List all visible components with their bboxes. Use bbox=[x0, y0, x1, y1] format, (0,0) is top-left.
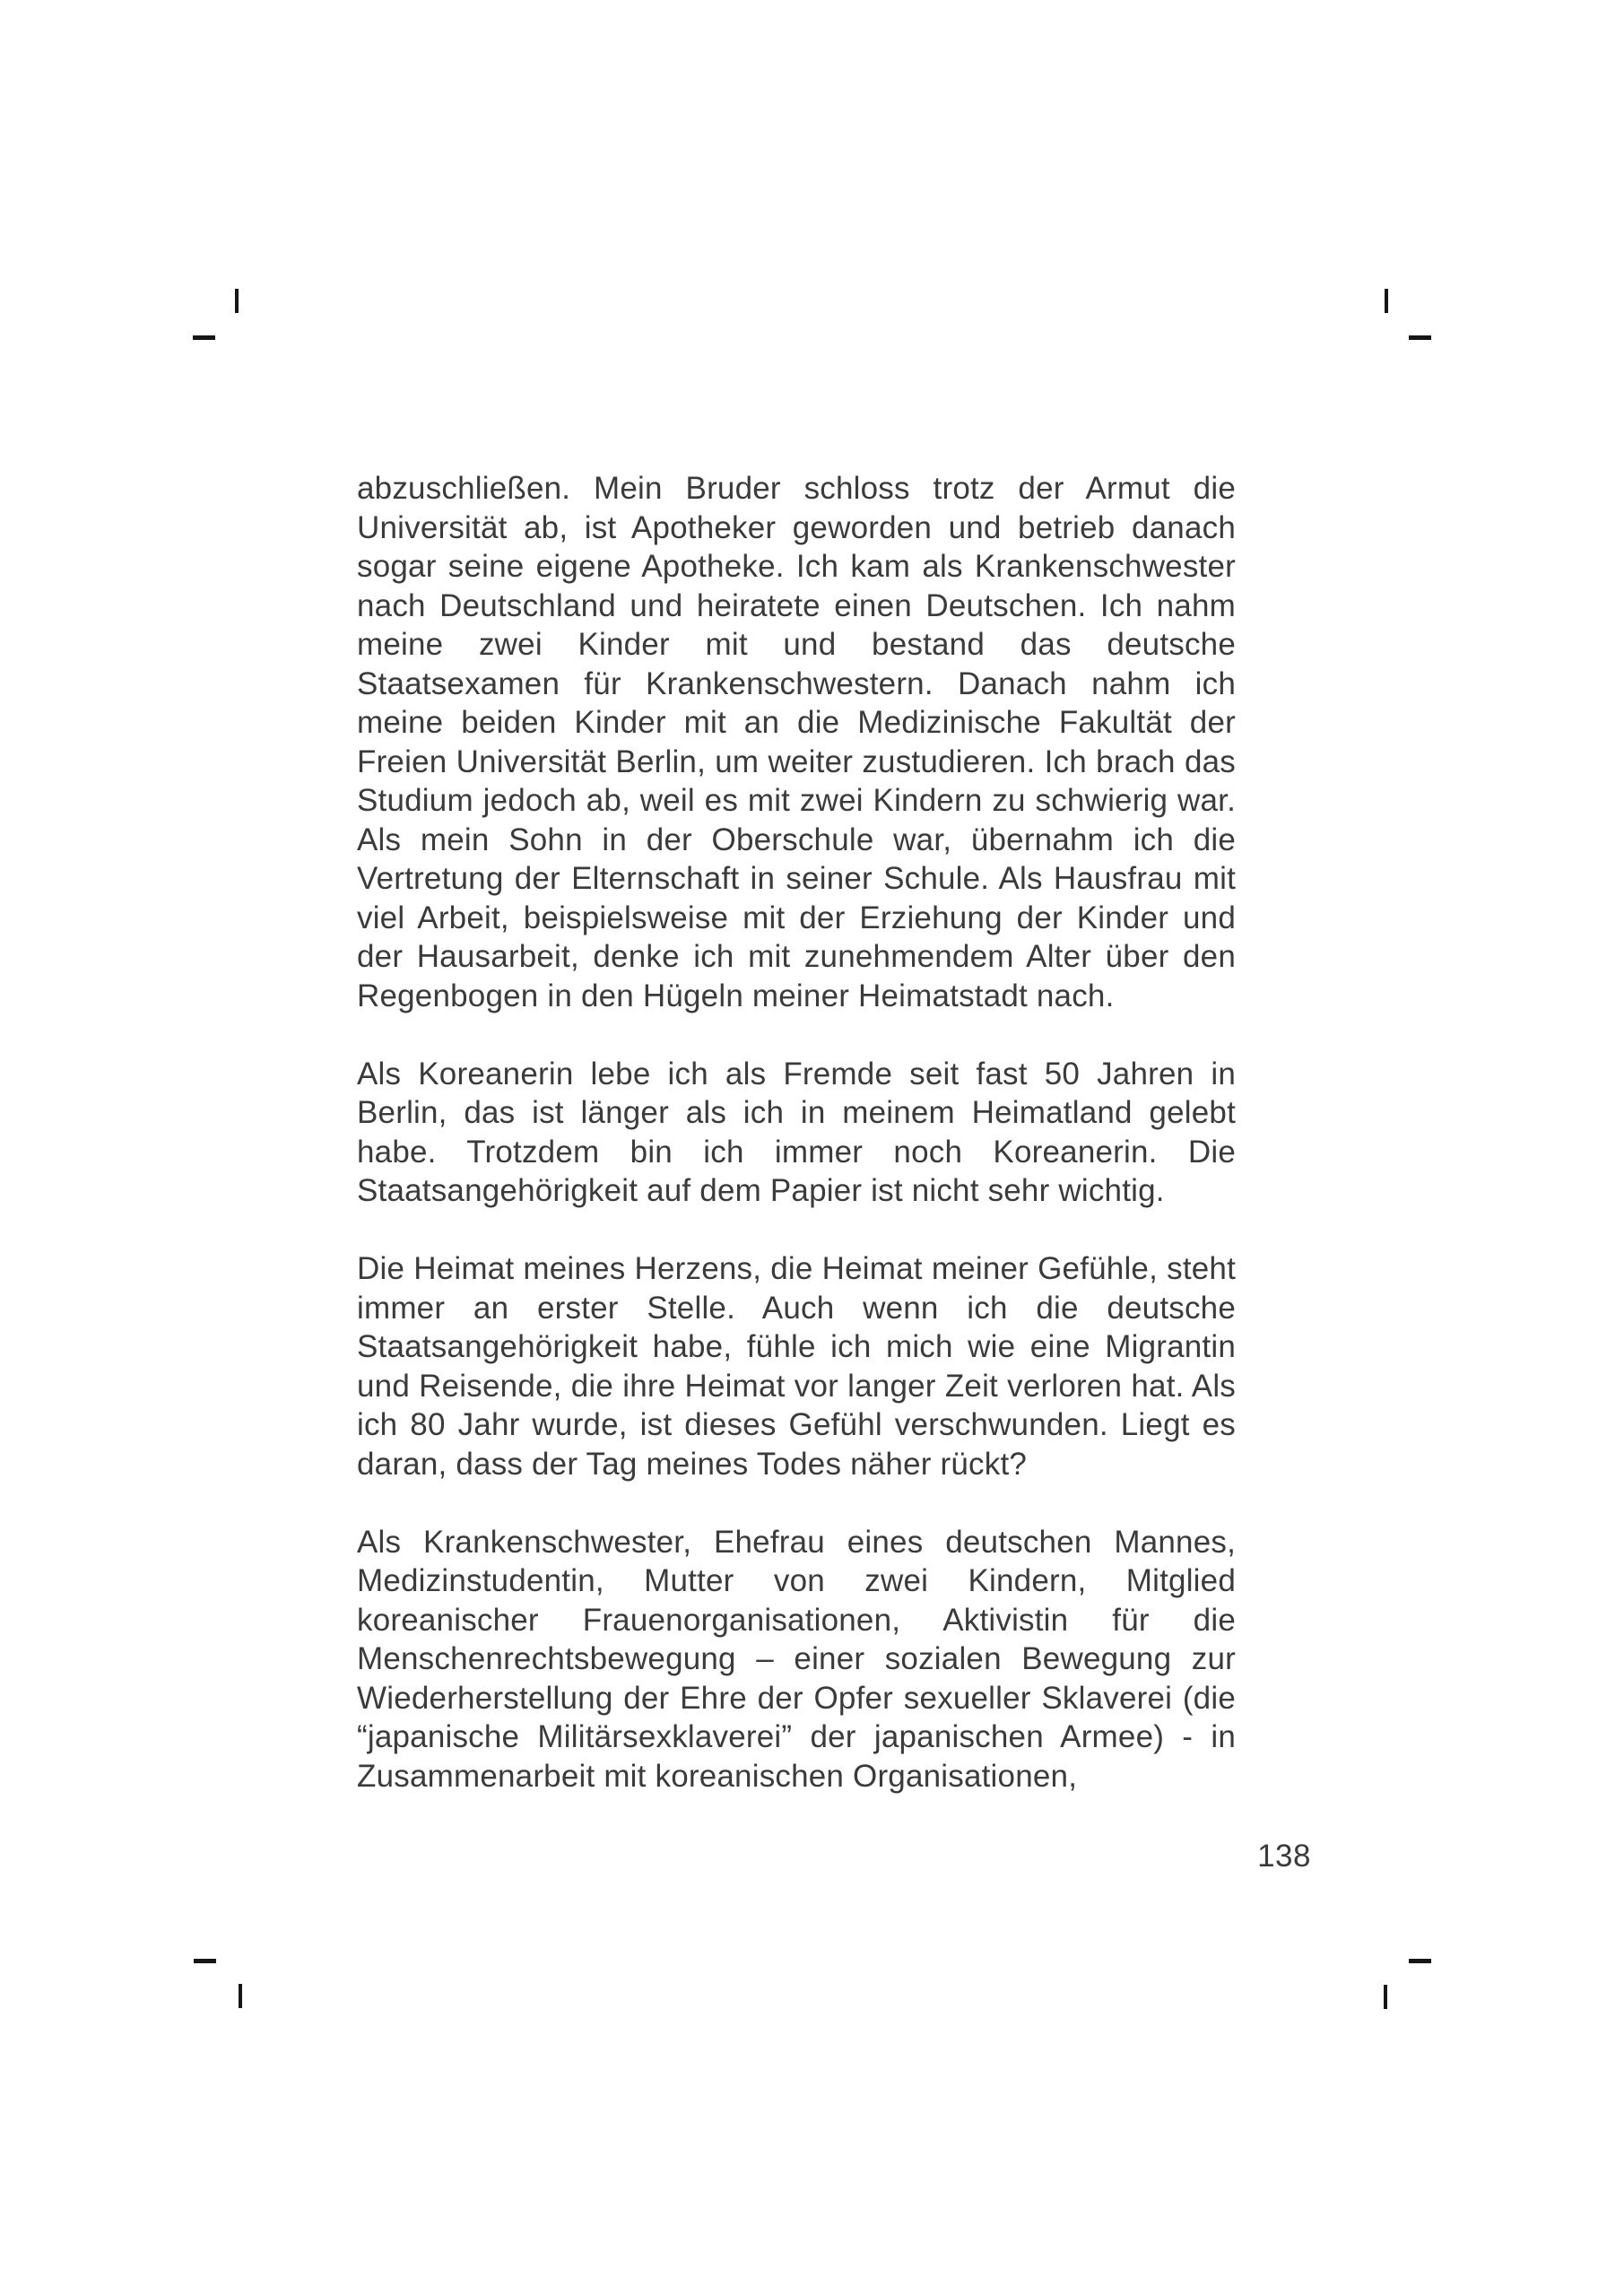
text-column bbox=[357, 469, 1236, 1796]
paragraph-3: Die Heimat meines Herzens, die Heimat meiner Gefühle, steht immer an erster Stelle. Auch wenn ich die deutsche Staatsangehörigkeit habe, fühle ich mich wie eine Migrantin und Reisende, die ihre Heimat vor langer Zeit verloren hat. Als ich 80 Jahr wurde, ist dieses Gefühl verschwunden. Liegt es daran, dass der Tag meines Todes näher rückt? bbox=[357, 1251, 1236, 1482]
crop-mark-bottom-right-horizontal bbox=[1409, 1959, 1431, 1963]
page-number: 138 bbox=[1257, 1839, 1311, 1874]
crop-mark-top-left-horizontal bbox=[193, 335, 215, 340]
crop-mark-bottom-left-horizontal bbox=[194, 1959, 216, 1963]
crop-mark-top-right-horizontal bbox=[1409, 335, 1431, 340]
paragraph-2: Als Koreanerin lebe ich als Fremde seit fast 50 Jahren in Berlin, das ist länger als ich in meinem Heimatland gelebt habe. Trotzdem bin ich immer noch Koreanerin. Die Staatsangehörigkeit auf dem Papier ist nicht sehr wichtig. bbox=[357, 1056, 1236, 1208]
crop-mark-bottom-right-vertical bbox=[1384, 1985, 1387, 2009]
crop-mark-top-right-vertical bbox=[1385, 289, 1388, 313]
crop-mark-top-left-vertical bbox=[235, 289, 239, 313]
crop-mark-bottom-left-vertical bbox=[239, 1984, 242, 2008]
paragraph-4: Als Krankenschwester, Ehefrau eines deutschen Mannes, Medizinstudentin, Mutter von zwei Kindern, Mitglied koreanischer Frauenorganisationen, Aktivistin für die Menschenrechtsbewegung – einer sozialen Bewegung zur Wiederherstellung der Ehre der Opfer sexueller Sklaverei (die “japanische Militärsexklaverei” der japanischen Armee) - in Zusammenarbeit mit koreanischen Organisationen, bbox=[357, 1524, 1236, 1794]
paragraph-1: abzuschließen. Mein Bruder schloss trotz der Armut die Universität ab, ist Apotheker geworden und betrieb danach sogar seine eigene Apotheke. Ich kam als Krankenschwester nach Deutschland und heiratete einen Deutschen. Ich nahm meine zwei Kinder mit und bestand das deutsche Staatsexamen für Krankenschwestern. Danach nahm ich meine beiden Kinder mit an die Medizinische Fakultät der Freien Universität Berlin, um weiter zustudieren. Ich brach das Studium jedoch ab, weil es mit zwei Kindern zu schwierig war. Als mein Sohn in der Oberschule war, übernahm ich die Vertretung der Elternschaft in seiner Schule. Als Hausfrau mit viel Arbeit, beispielsweise mit der Erziehung der Kinder und der Hausarbeit, denke ich mit zunehmendem Alter über den Regenbogen in den Hügeln meiner Heimatstadt nach. bbox=[357, 471, 1236, 1013]
